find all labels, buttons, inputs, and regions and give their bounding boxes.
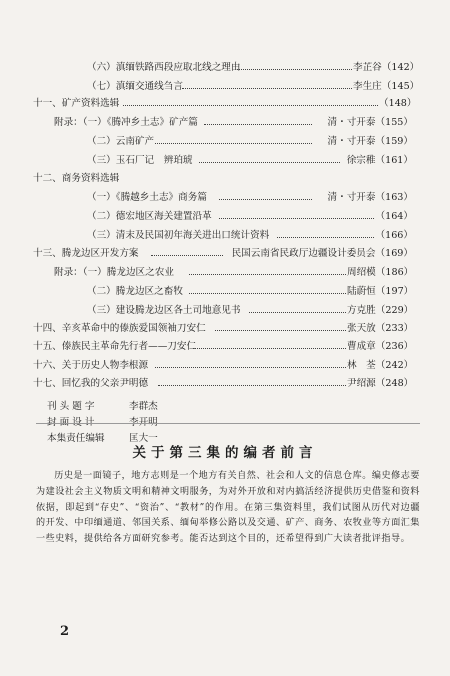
toc-entry	[33, 97, 417, 110]
toc-entry-title: （二）腾龙边区之畜牧	[87, 286, 183, 297]
credit-row	[47, 399, 158, 415]
toc-entry-title: （六）滇缅铁路西段应取北线之理由	[87, 62, 241, 73]
credit-label: 刊 头 题 字	[47, 401, 95, 412]
toc-entry	[33, 340, 412, 353]
toc-entry-ref: 清・寸开泰（155）	[312, 116, 413, 129]
toc-entry-title: （二）德宏地区海关建置沿革	[87, 211, 212, 222]
toc-entry-title: 十六、关于历史人物李根源	[33, 360, 149, 371]
toc-entry	[87, 229, 412, 242]
toc-entry	[33, 247, 412, 260]
leader-dots	[215, 330, 346, 331]
leader-dots	[237, 69, 352, 70]
toc-entry	[87, 61, 420, 74]
toc-entry-ref: 尹绍源（248）	[347, 378, 414, 389]
toc-entry-title: （三）玉石厂记 辨珀琥	[87, 155, 193, 166]
toc-entry-title: 附录：（一）腾龙边区之农业	[54, 267, 174, 278]
toc-entry-ref: （148）	[379, 98, 417, 109]
leader-dots	[219, 218, 374, 219]
leader-dots	[123, 105, 378, 106]
divider	[36, 423, 420, 424]
toc-entry-title: 十四、辛亥革命中的傣族爱国领袖刀安仁	[33, 323, 206, 334]
toc-entry-ref: 清・寸开泰（159）	[312, 135, 413, 148]
toc-entry-title: （二）云南矿产	[87, 136, 155, 147]
leader-dots	[249, 312, 346, 313]
toc-entry-title: （一）《腾越乡土志》商务篇	[87, 192, 207, 203]
preface-paragraph: 历史是一面镜子，地方志则是一个地方有关自然、社会和人文的信息仓库。编史修志要为建设社会主义物质文明和精神文明服务，为对外开放和对内搞活经济提供历史借鉴和资料依据，即起到“存史”、“资治”、“教材”的作用。在第三集资料里，我们试图从历代对边疆的开发、中印缅通道、邻国关系、缅甸举修公路以及交通、矿产、商务、农牧业等方面汇集一些史料，提供给各方面研究参考。能否达到这个目的，还希望得到广大读者批评指导。	[36, 471, 420, 545]
leader-dots	[155, 367, 346, 368]
credit-label: 本集责任编辑	[47, 433, 105, 444]
toc-entry-ref: 清・寸开泰（163）	[312, 191, 413, 204]
toc-entry-ref: 林 荃（242）	[347, 360, 414, 371]
toc-entry	[33, 377, 412, 390]
toc-entry-title: 十五、傣族民主革命先行者——刀安仁	[33, 341, 197, 352]
toc-entry-ref: （166）	[375, 230, 413, 241]
leader-dots	[151, 255, 223, 256]
toc-entry-ref: 民国云南省民政厅边疆设计委员会（169）	[223, 247, 413, 260]
toc-entry-title: 十一、矿产资料选辑	[33, 98, 120, 109]
preface-title: 关于第三集的编者前言	[132, 445, 318, 461]
toc-entry	[87, 135, 412, 148]
toc-entry-title: （三）清末及民国初年海关进出口统计资料	[87, 230, 270, 241]
toc-entry-ref: 李生庄（145）	[353, 81, 420, 92]
leader-dots	[277, 237, 374, 238]
leader-dots	[204, 124, 312, 125]
toc-entry-ref: 张天放（233）	[347, 323, 414, 334]
toc-entry-title: （三）建设腾龙边区各土司地意见书	[87, 305, 241, 316]
toc-entry	[87, 304, 412, 317]
toc-entry-title: 十二、商务资料选辑	[33, 173, 120, 184]
toc-entry-ref: （164）	[375, 211, 413, 222]
leader-dots	[189, 293, 346, 294]
toc-entry	[87, 154, 412, 167]
leader-dots	[199, 162, 340, 163]
toc-entry	[33, 359, 412, 372]
leader-dots	[219, 199, 312, 200]
toc-entry-ref: 徐宗稚（161）	[340, 154, 413, 167]
credit-name: 匡大一	[129, 433, 158, 444]
toc-entry-title: 十三、腾龙边区开发方案	[33, 248, 139, 259]
toc-entry-ref: 曹成章（236）	[347, 341, 414, 352]
page-number: 2	[60, 624, 70, 639]
preface-body	[36, 469, 420, 548]
credit-name: 李群杰	[129, 401, 158, 412]
toc-entry-title: （七）滇缅交通线刍言	[87, 81, 183, 92]
toc-entry-ref: 李芷谷（142）	[353, 62, 420, 73]
toc-entry	[87, 191, 412, 204]
toc-entry	[54, 116, 412, 129]
toc-entry-ref: 陆蔚恒（197）	[347, 286, 414, 297]
toc-entry-ref: 周绍模（186）	[347, 267, 414, 278]
leader-dots	[158, 385, 346, 386]
toc-entry	[87, 80, 420, 93]
toc-entry	[87, 285, 412, 298]
toc-entry	[33, 172, 412, 185]
leader-dots	[182, 88, 352, 89]
leader-dots	[155, 143, 312, 144]
toc-entry	[54, 266, 412, 279]
toc-entry-title: 十七、回忆我的父亲尹明德	[33, 378, 149, 389]
toc-entry	[33, 322, 412, 335]
toc-entry	[87, 210, 412, 223]
leader-dots	[193, 348, 346, 349]
credit-name: 李开明	[129, 417, 158, 428]
leader-dots	[189, 274, 346, 275]
toc-entry-title: 附录：（一）《腾冲乡土志》矿产篇	[54, 117, 198, 128]
credit-label: 封 面 设 计	[47, 417, 95, 428]
toc-entry-ref: 方克胜（229）	[347, 305, 414, 316]
